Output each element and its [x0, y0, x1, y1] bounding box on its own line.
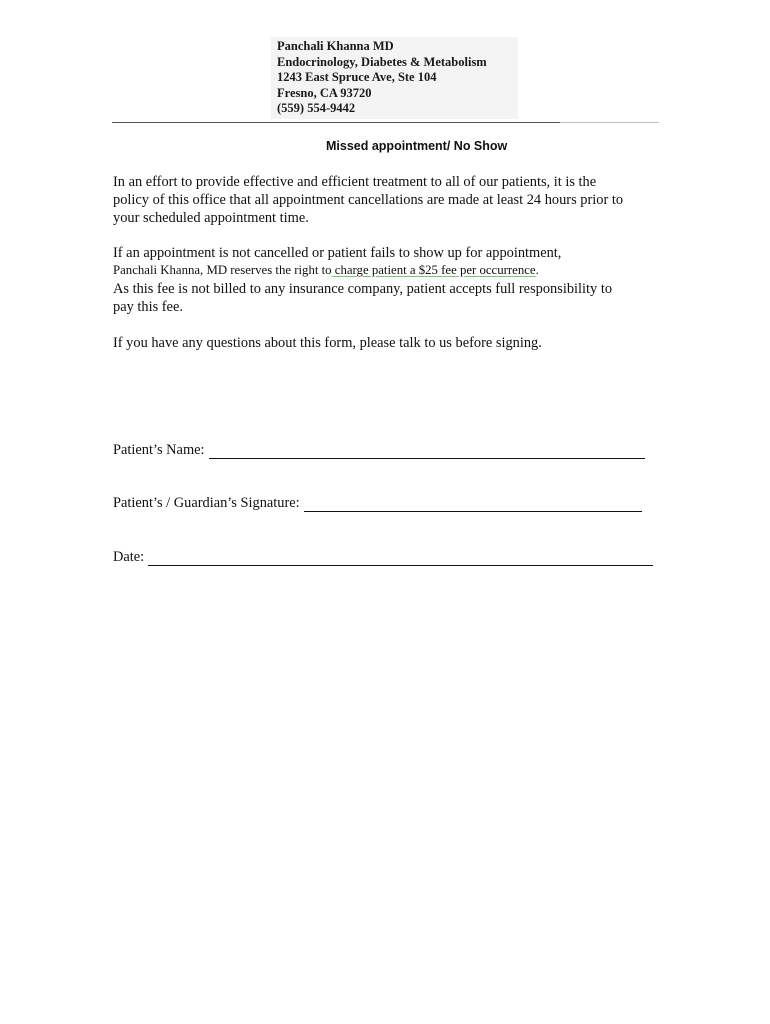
- header-divider-tail: [560, 122, 659, 123]
- signature-label: Patient’s / Guardian’s Signature:: [113, 495, 300, 511]
- fee-clause-suffix: .: [535, 263, 539, 277]
- city-line: Fresno, CA 93720: [277, 85, 372, 100]
- patient-name-field[interactable]: [209, 444, 645, 459]
- date-label: Date:: [113, 549, 145, 565]
- fee-clause-prefix: Panchali Khanna, MD reserves the right to: [113, 263, 332, 277]
- form-title: Missed appointment/ No Show: [326, 139, 508, 153]
- doctor-name: Panchali Khanna MD: [277, 39, 394, 53]
- date-row: [113, 549, 653, 566]
- address-line: 1243 East Spruce Ave, Ste 104: [277, 70, 437, 85]
- paragraph1-line1: In an effort to provide effective and efficient treatment to all of our patients, it is the: [113, 174, 597, 190]
- phone-number: (559) 554-9442: [277, 101, 356, 116]
- paragraph2-line1: If an appointment is not cancelled or patient fails to show up for appointment,: [113, 245, 562, 261]
- specialty: Endocrinology, Diabetes & Metabolism: [277, 54, 487, 69]
- paragraph2-line3: As this fee is not billed to any insurance company, patient accepts full responsibility to: [113, 281, 613, 297]
- signature-row: [113, 495, 642, 512]
- date-field[interactable]: [148, 551, 653, 566]
- paragraph2-line4: pay this fee.: [113, 299, 183, 315]
- paragraph2-line2: [113, 263, 539, 278]
- paragraph1-line3: your scheduled appointment time.: [113, 210, 309, 226]
- paragraph1-line2: policy of this office that all appointment cancellations are made at least 24 hours prior to: [113, 192, 624, 208]
- patient-name-row: [113, 442, 645, 459]
- paragraph3: If you have any questions about this form, please talk to us before signing.: [113, 335, 542, 351]
- letterhead: [271, 37, 518, 119]
- patient-name-label: Patient’s Name:: [113, 442, 205, 458]
- fee-clause-highlight: charge patient a $25 fee per occurrence: [331, 263, 536, 277]
- signature-field[interactable]: [304, 497, 642, 512]
